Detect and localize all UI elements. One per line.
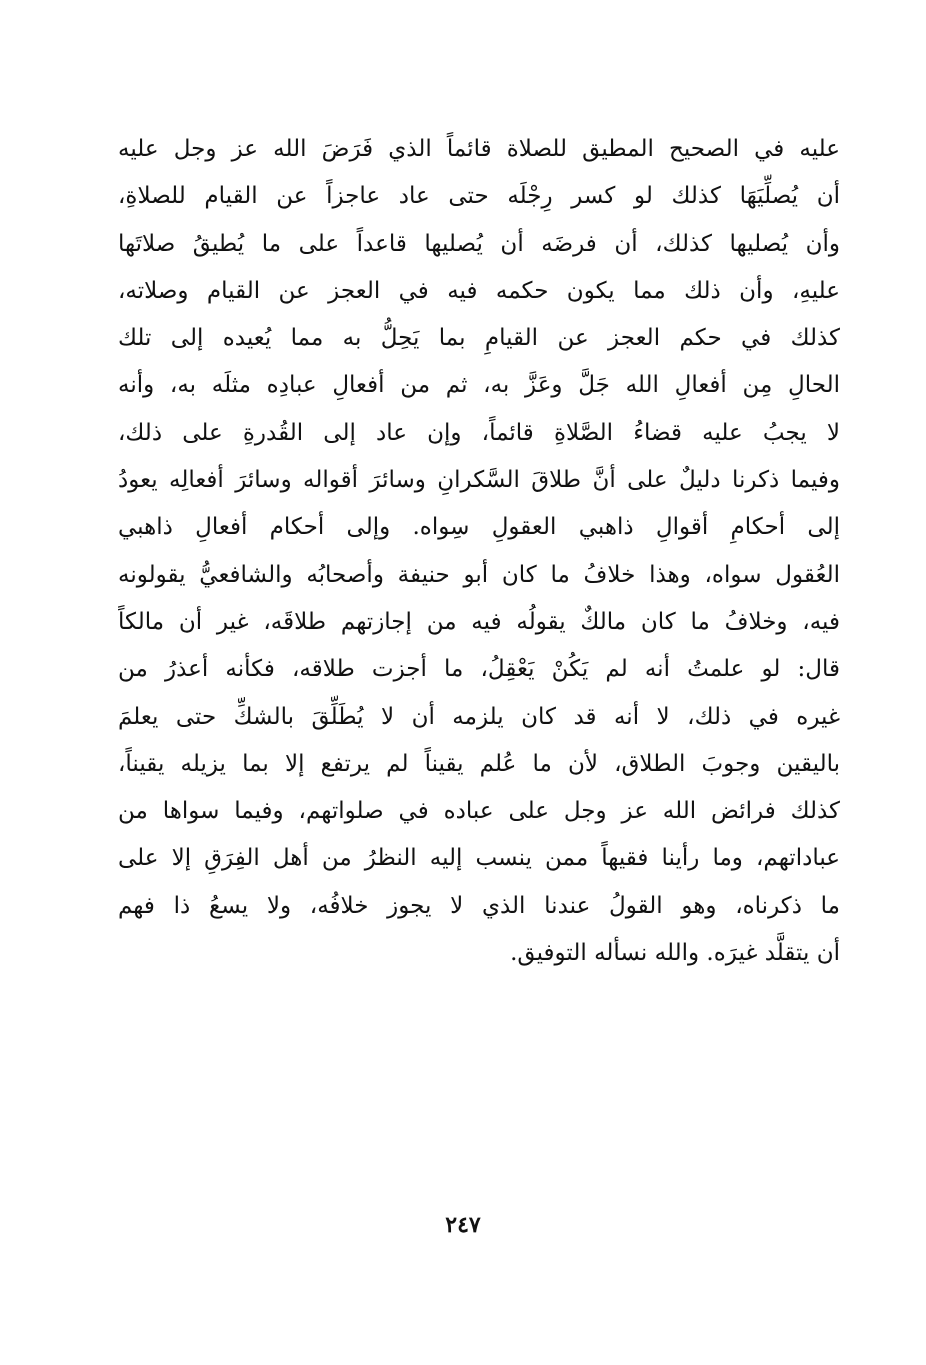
text-line: غيره في ذلك، لا أنه قد كان يلزمه أن لا يُطَلِّقَ بالشكِّ حتى يعلمَ: [118, 703, 840, 730]
text-line: وفيما ذكرنا دليلٌ على أنَّ طلاقَ السَّكرانِ وسائرَ أقواله وسائرَ أفعالِه يعودُ: [118, 467, 840, 494]
text-line: عباداتهم، وما رأينا فقيهاً ممن ينسب إليه النظرُ من أهل الفِرَقِ إلا على: [118, 845, 840, 872]
page-number: ٢٤٧: [445, 1212, 481, 1238]
text-line: باليقين وجوبَ الطلاق، لأن ما عُلم يقيناً لم يرتفع إلا بما يزيله يقيناً،: [118, 750, 840, 777]
text-line: العُقول سواه، وهذا خلافُ ما كان أبو حنيفة وأصحابُه والشافعيُّ يقولونه: [118, 561, 840, 588]
text-line: ما ذكرناه، وهو القولُ عندنا الذي لا يجوز خلافُه، ولا يسعُ ذا فهم: [118, 892, 840, 919]
text-line: كذلك فرائض الله عز وجل على عباده في صلواتهم، وفيما سواها من: [118, 798, 840, 825]
text-line: عليه في الصحيح المطيق للصلاة قائماً الذي فَرَضَ الله عز وجل عليه: [118, 136, 840, 162]
text-line: فيه، وخلافُ ما كان مالكٌ يقولُه فيه من إجازتهم طلاقَه، غير أن مالكاً: [118, 608, 840, 635]
text-line: عليهِ، وأن ذلك مما يكون حكمه فيه في العجز عن القيام وصلاته،: [118, 277, 840, 304]
text-line: لا يجبُ عليه قضاءُ الصَّلاةِ قائماً، وإن عاد إلى القُدرةِ على ذلك،: [118, 419, 840, 446]
text-line: إلى أحكامِ أقوالِ ذاهبي العقولِ سِواه. وإلى أحكام أفعالِ ذاهبي: [118, 514, 840, 541]
text-line: وأن يُصليها كذلك، أن فرضَه أن يُصليها قاعداً على ما يُطيقُ صلاتَها: [118, 230, 840, 257]
text-line: قال: لو علمتُ أنه لم يَكُنْ يَعْقِلُ، ما أجزت طلاقه، فكأنه أعذرُ من: [118, 656, 840, 683]
text-line: الحالِ مِن أفعالِ الله جَلَّ وعَزَّ به، ثم من أفعالِ عبادِه مثلَه به، وأنه: [118, 372, 840, 399]
text-line: أن يُصلِّيَهَا كذلك لو كسر رِجْلَه حتى عاد عاجزاً عن القيام للصلاةِ،: [118, 183, 840, 210]
text-line-last: أن يتقلَّد غيرَه. والله نسأله التوفيق.: [510, 940, 840, 967]
text-line: كذلك في حكم العجز عن القيامِ بما يَحِلُّ به مما يُعيده إلى تلك: [118, 325, 840, 352]
body-text: [118, 126, 840, 977]
